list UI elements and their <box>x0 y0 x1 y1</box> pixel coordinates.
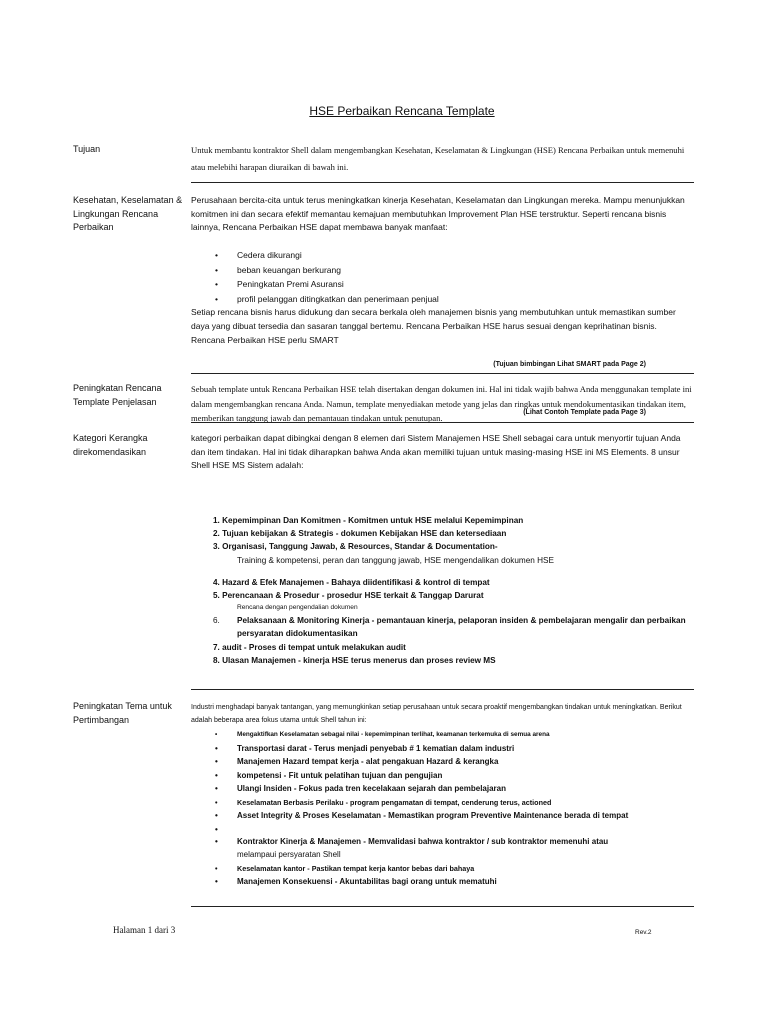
element-item: 3. Organisasi, Tanggung Jawab, & Resources, Standar & Documentation- <box>213 542 498 552</box>
tema-label: Peningkatan Tema untuk Pertimbangan <box>73 701 172 725</box>
list-item-continuation: melampaui persyaratan Shell <box>237 850 341 859</box>
revision: Rev.2 <box>635 929 652 936</box>
kesehatan-intro: Perusahaan bercita-cita untuk terus meningkatkan kinerja Kesehatan, Keselamatan dan Lingkungan mereka. Mampu menunjukkan komitmen ini dan secara efektif memantau kemajuan membutuhkan Improvement Plan HSE terstruktur. Seperti rencana bisnis lainnya, Rencana Perbaikan HSE dapat membawa banyak manfaat: <box>191 195 685 233</box>
list-item: • Asset Integrity & Proses Keselamatan - Memastikan program Preventive Maintenance berada di tempat <box>191 809 696 823</box>
focus-areas-list <box>191 728 696 889</box>
divider <box>191 689 694 690</box>
list-item: • Kontraktor Kinerja & Manajemen - Memvalidasi bahwa kontraktor / sub kontraktor memenuhi atau <box>191 835 696 849</box>
kesehatan-closing: Setiap rencana bisnis harus didukung dan secara berkala oleh manajemen bisnis yang membutuhkan untuk memastikan sumber daya yang dibuat tersedia dan sasaran tanggal bertemu. Rencana Perbaikan HSE harus sesuai dengan keprihatinan bisnis. Rencana Perbaikan HSE perlu SMART <box>191 307 676 345</box>
peningkatan-text: Sebuah template untuk Rencana Perbaikan HSE telah disertakan dengan dokumen ini. Hal ini tidak wajib bahwa Anda menggunakan template ini dalam mengembangkan rencana Anda. Namun, template menyediakan metode yang jelas dan ringkas untuk mendokumentasikan tindakan item, memberikan tanggung jawab dan pemantauan tindakan untuk penutupan. <box>191 384 692 423</box>
hse-ms-elements <box>191 514 696 667</box>
peningkatan-label: Peningkatan Rencana Template Penjelasan <box>73 383 162 407</box>
benefits-list <box>191 248 696 306</box>
list-item: • kompetensi - Fit untuk pelatihan tujuan dan pengujian <box>191 769 696 783</box>
list-item: • Keselamatan kantor - Pastikan tempat kerja kantor bebas dari bahaya <box>191 862 696 876</box>
tema-intro: Industri menghadapi banyak tantangan, yang memungkinkan setiap perusahaan untuk secara proaktif mengembangkan tindakan untuk meningkatkan. Berikut adalah beberapa area fokus utama untuk Shell tahun ini: <box>191 704 682 724</box>
element-item: 8. Ulasan Manajemen - kinerja HSE terus menerus dan proses review MS <box>213 655 496 665</box>
element-item: 6. Pelaksanaan & Monitoring Kinerja - pemantauan kinerja, pelaporan insiden & pembelajaran mengalir dan perbaikan persyaratan didokumentasikan <box>213 616 686 639</box>
tujuan-label: Tujuan <box>73 144 101 154</box>
element-subtext: Rencana dengan pengendalian dokumen <box>237 604 358 612</box>
list-item: • Keselamatan Berbasis Perilaku - program pengamatan di tempat, cenderung terus, actioned <box>191 796 696 810</box>
divider <box>191 373 694 374</box>
kategori-intro: kategori perbaikan dapat dibingkai dengan 8 elemen dari Sistem Manajemen HSE Shell sebagai cara untuk menyortir tujuan Anda dan item tindakan. Hal ini tidak diharapkan bahwa Anda akan memiliki tujuan untuk masing-masing HSE ini MS Elements. 8 unsur Shell HSE MS Sistem adalah: <box>191 433 681 471</box>
element-item: 4. Hazard & Efek Manajemen - Bahaya diidentifikasi & kontrol di tempat <box>213 577 490 587</box>
element-subtext: Training & kompetensi, peran dan tanggung jawab, HSE mengendalikan dokumen HSE <box>237 555 554 565</box>
element-item: 7. audit - Proses di tempat untuk melakukan audit <box>213 642 406 652</box>
element-item: 2. Tujuan kebijakan & Strategis - dokumen Kebijakan HSE dan ketersediaan <box>213 529 507 539</box>
page-number: Halaman 1 dari 3 <box>113 925 176 935</box>
element-item: 5. Perencanaan & Prosedur - prosedur HSE terkait & Tanggap Darurat <box>213 591 484 601</box>
list-item: • Mengaktifkan Keselamatan sebagai nilai - kepemimpinan terlihat, keamanan terkemuka di semua arena <box>191 728 696 742</box>
divider <box>191 906 694 907</box>
page-title: HSE Perbaikan Rencana Template <box>309 104 495 118</box>
list-item: • Peningkatan Premi Asuransi <box>191 277 696 292</box>
list-item: • Cedera dikurangi <box>191 248 696 263</box>
list-item: • Manajemen Hazard tempat kerja - alat pengakuan Hazard & kerangka <box>191 755 696 769</box>
smart-note: (Tujuan bimbingan Lihat SMART pada Page 2) <box>493 361 646 368</box>
list-item: • Transportasi darat - Terus menjadi penyebab # 1 kematian dalam industri <box>191 742 696 756</box>
template-note: (Lihat Contoh Template pada Page 3) <box>523 409 646 416</box>
list-item: • profil pelanggan ditingkatkan dan penerimaan penjual <box>191 292 696 307</box>
kesehatan-label: Kesehatan, Keselamatan & Lingkungan Rencana Perbaikan <box>73 195 183 232</box>
kategori-label: Kategori Kerangka direkomendasikan <box>73 433 148 457</box>
divider <box>191 422 694 423</box>
element-item: 1. Kepemimpinan Dan Komitmen - Komitmen untuk HSE melalui Kepemimpinan <box>213 516 524 525</box>
list-item: • Manajemen Konsekuensi - Akuntabilitas bagi orang untuk mematuhi <box>191 875 696 889</box>
list-item: • beban keuangan berkurang <box>191 263 696 278</box>
tujuan-text: Untuk membantu kontraktor Shell dalam mengembangkan Kesehatan, Keselamatan & Lingkungan (HSE) Rencana Perbaikan untuk memenuhi atau melebihi harapan diuraikan di bawah ini. <box>191 145 685 172</box>
list-item: • Ulangi Insiden - Fokus pada tren kecelakaan sejarah dan pembelajaran <box>191 782 696 796</box>
divider <box>191 182 694 183</box>
